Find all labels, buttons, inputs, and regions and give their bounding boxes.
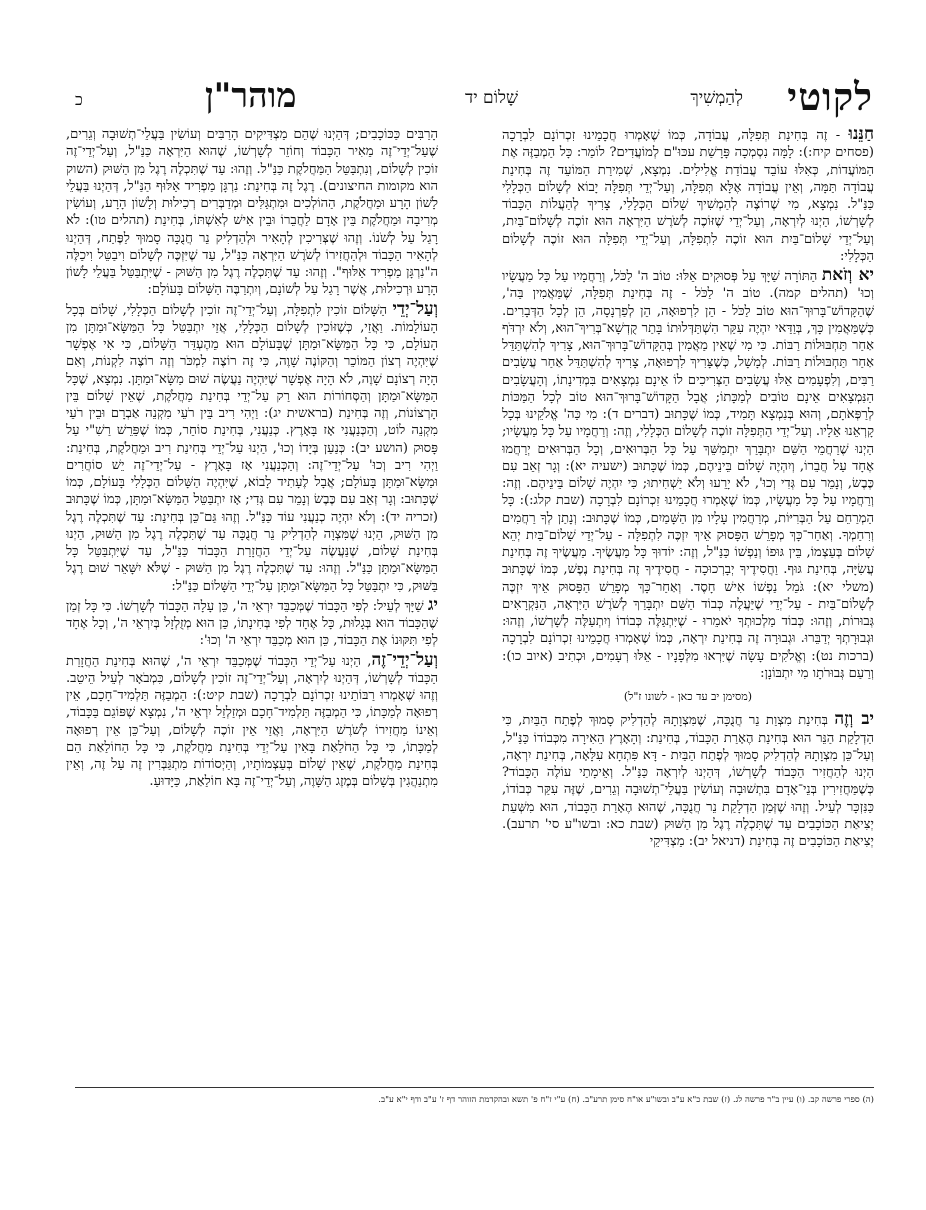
paragraph-text: בְּחִינַת מִצְוַת נֵר חֲנֻכָּה, שֶׁמִּצְוָתָהּ לְהַדְלִיק סָמוּךְ לְפֶתַח הַבַּיִת, כִּי הַדְלָקַת הַנֵּר הוּא בְּחִינַת הֶאָרַת הַכָּבוֹד, בְּחִינַת: וְהָאָרֶץ הֵאִירָה מִכְּבוֹדוֹ כַּנַּ"ל, וְעַל־כֵּן מִצְוָתָהּ לְהַדְלִיק סָמוּךְ לְפֶתַח הַבַּיִת - דָּא פִּתְחָא עִלָּאָה, בְּחִינַת יִרְאָה, הַיְנוּ לְהַחֲזִיר הַכָּבוֹד לְשָׁרְשׁוֹ, דְּהַיְנוּ לְיִרְאָה כַּנַּ"ל. וְאֵימָתַי עוֹלֶה הַכָּבוֹד? כְּשֶׁמַּחֲזִירִין בְּנֵי־אָדָם בִּתְשׁוּבָה וְעוֹשִׂין בַּעֲלֵי־תְשׁוּבָה וְגֵרִים, שֶׁזֶּה עִקַּר כְּבוֹדוֹ, כַּנִּזְכָּר לְעֵיל. וְזֶהוּ שֶׁזְּמַן הַדְלָקַת נֵר חֲנֻכָּה, שֶׁהוּא הֶאָרַת הַכָּבוֹד, הוּא מִשְּׁעַת יְצִיאַת הַכּוֹכָבִים עַד שֶׁתִּכְלֶה רֶגֶל מִן הַשּׁוּק (שבת כא: ובשו"ע סי' תרעב). יְצִיאַת הַכּוֹכָבִים זֶה בְּחִינַת (דניאל יב): מַצְדִּיקֵי xyxy=(502,713,874,849)
paragraph-text: - זֶה בְּחִינַת תְּפִלָּה, עֲבוֹדָה, כְּמוֹ שֶׁאָמְרוּ חֲכָמֵינוּ זִכְרוֹנָם לִבְרָכָה (פסחים קיח:): לָמָּה נִסְמְכָה פָּרָשַׁת עכּוּ"ם לְמוֹעֲדִים? לוֹמַר: כָּל הַמְבַזֶּה אֶת הַמּוֹעֲדוֹת, כְּאִלּוּ עוֹבֵד עֲבוֹדַת אֱלִילִים. נִמְצָא, שְׁמִירַת הַמּוֹעֵד זֶה בְּחִינַת עֲבוֹדָה תַּמָּה, וְאֵין עֲבוֹדָה אֶלָּא תְּפִלָּה, וְעַל־יְדֵי תְּפִלָּה יָבוֹא לְשָׁלוֹם הַכְּלָלִי כַּנַּ"ל. נִמְצָא, מִי שֶׁרוֹצֶה לְהַמְשִׁיךְ שָׁלוֹם הַכְּלָלִי, צָרִיךְ לְהַעֲלוֹת הַכָּבוֹד לְשָׁרְשׁוֹ, הַיְנוּ לְיִרְאָה, וְעַל־יְדֵי שֶׁזּוֹכֶה לְשֹׁרֶשׁ הַיִּרְאָה הוּא זוֹכֶה לְשָׁלוֹם־בַּיִת, וְעַל־יְדֵי שָׁלוֹם־בַּיִת הוּא זוֹכֶה לִתְפִלָּה, וְעַל־יְדֵי תְּפִלָּה הוּא זוֹכֶה לְשָׁלוֹם הַכְּלָלִי: xyxy=(502,128,874,264)
paragraph-text: שַׁיָּךְ לְעֵיל: לְפִי הַכָּבוֹד שֶׁמְּכַבֵּד יִרְאֵי ה', כֵּן עָלָה הַכָּבוֹד לְשָׁרְשׁוֹ. כִּי כָּל זְמַן שֶׁהַכָּבוֹד הוּא בְּגָלוּת, כָּל אֶחָד לְפִי בְּחִינָתוֹ, כֵּן הוּא מְזֻלְזָל בְּיִרְאֵי ה', וְכָל אֶחָד לְפִי תִּקּוּנוֹ אֶת הַכָּבוֹד, כֵּן הוּא מְכַבֵּד יִרְאֵי ה' וְכוּ': xyxy=(66,598,438,649)
page-number: כ xyxy=(75,90,83,109)
paragraph xyxy=(502,688,874,705)
paragraph-lead-word: וְעַל־יְדֵי־זֶה xyxy=(371,649,438,670)
book-title-left: מוהר"ן xyxy=(205,76,297,116)
paragraph-lead-word: יג xyxy=(427,594,438,615)
paragraph xyxy=(502,126,874,265)
book-title-right: לקוטי xyxy=(787,74,873,119)
paragraph-lead-word: יא וְזֹאת xyxy=(821,265,874,285)
paragraph xyxy=(66,126,438,299)
paragraph xyxy=(66,594,438,650)
running-header xyxy=(75,74,873,122)
paragraph-text: הַתּוֹרָה שַׁיָּךְ עַל פְּסוּקִים אֵלּוּ: טוֹב ה' לַכֹּל, וְרַחֲמָיו עַל כָּל מַעֲשָׂיו וְכוּ' (תהלים קמה). טוֹב ה' לַכֹּל - זֶה בְּחִינַת תְּפִלָּה, שֶׁמַּאֲמִין בַּה', שֶׁהַקָּדוֹשׁ־בָּרוּךְ־הוּא טוֹב לַכֹּל - הֵן לִרְפוּאָה, הֵן לְפַרְנָסָה, הֵן לְכָל הַדְּבָרִים. כְּשֶׁמַּאֲמִין כָּךְ, בְּוַדַּאי יִהְיֶה עִקַּר הִשְׁתַּדְּלוּתוֹ בָּתַר קֻדְשָׁא־בְּרִיךְ־הוּא, וְלֹא יִרְדֹּף אַחַר תַּחְבּוּלוֹת רַבּוֹת. כִּי מִי שֶׁאֵין מַאֲמִין בְּהַקָּדוֹשׁ־בָּרוּךְ־הוּא, צָרִיךְ לְהִשְׁתַּדֵּל אַחַר תַּחְבּוּלוֹת רַבּוֹת. לְמָשָׁל, כְּשֶׁצָּרִיךְ לִרְפוּאָה, צָרִיךְ לְהִשְׁתַּדֵּל אַחַר עֲשָׂבִים רַבִּים, וְלִפְעָמִים אֵלּוּ עֲשָׂבִים הַצְּרִיכִים לוֹ אֵינָם נִמְצָאִים בִּמְדִינָתוֹ, וְהָעֲשָׂבִים הַנִּמְצָאִים אֵינָם טוֹבִים לְמַכָּתוֹ; אֲבָל הַקָּדוֹשׁ־בָּרוּךְ־הוּא טוֹב לְכָל הַמַּכּוֹת לְרַפְּאֹתָם, וְהוּא בְּנִמְצָא תָּמִיד, כְּמוֹ שֶׁכָּתוּב (דברים ד): מִי כַּה' אֱלֹקֵינוּ בְּכָל קָרְאֵנוּ אֵלָיו. וְעַל־יְדֵי הַתְּפִלָּה זוֹכֶה לְשָׁלוֹם הַכְּלָלִי, וְזֶה: וְרַחֲמָיו עַל כָּל מַעֲשָׂיו; הַיְנוּ שֶׁרַחֲמֵי הַשֵּׁם יִתְבָּרַךְ יִתְמַשֵּׁךְ עַל כָּל הַבְּרוּאִים, וְכָל הַבְּרוּאִים יְרַחֲמוּ אֶחָד עַל חֲבֵרוֹ, וְיִהְיֶה שָׁלוֹם בֵּינֵיהֶם, כְּמוֹ שֶׁכָּתוּב (ישעיה יא): וְגָר זְאֵב עִם כֶּבֶשׂ, וְנָמֵר עִם גְּדִי וְכוּ', לֹא יָרֵעוּ וְלֹא יַשְׁחִיתוּ; כִּי יִהְיֶה שָׁלוֹם בֵּינֵיהֶם. וְזֶה: וְרַחֲמָיו עַל כָּל מַעֲשָׂיו, כְּמוֹ שֶׁאָמְרוּ חֲכָמֵינוּ זִכְרוֹנָם לִבְרָכָה (שבת קלג:): כָּל הַמְרַחֵם עַל הַבְּרִיּוֹת, מְרַחֲמִין עָלָיו מִן הַשָּׁמַיִם, כְּמוֹ שֶׁכָּתוּב: וְנָתַן לְךָ רַחֲמִים וְרִחַמְךָ. וְאַחַר־כָּךְ מְפָרֵשׁ הַפָּסוּק אֵיךְ יִזְכֶּה לִתְפִלָּה - עַל־יְדֵי שָׁלוֹם־בַּיִת יְהֵא שָׁלוֹם בְּעַצְמוֹ, בֵּין גּוּפוֹ וְנַפְשׁוֹ כַּנַּ"ל, וְזֶה: יוֹדוּךָ כָּל מַעֲשֶׂיךָ. מַעֲשֶׂיךָ זֶה בְּחִינַת עֲשִׂיָּה, בְּחִינַת גּוּף. וַחֲסִידֶיךָ יְבָרְכוּכָה - חֲסִידֶיךָ זֶה בְּחִינַת נֶפֶשׁ, כְּמוֹ שֶׁכָּתוּב (משלי יא): גֹּמֵל נַפְשׁוֹ אִישׁ חָסֶד. וְאַחַר־כָּךְ מְפָרֵשׁ הַפָּסוּק אֵיךְ יִזְכֶּה לְשָׁלוֹם־בַּיִת - עַל־יְדֵי שֶׁיַּעֲלֶה כְּבוֹד הַשֵּׁם יִתְבָּרַךְ לְשֹׁרֶשׁ הַיִּרְאָה, הַנִּקְרָאִים גְּבוּרוֹת, וְזֶהוּ: כְּבוֹד מַלְכוּתְךָ יֹאמֵרוּ - שֶׁיִּתְגַּלֶּה כְּבוֹדוֹ וְיִתְעַלֶּה לְשָׁרְשׁוֹ, וְזֶהוּ: וּגְבוּרָתְךָ יְדַבֵּרוּ. וּגְבוּרָה זֶה בְּחִינַת יִרְאָה, כְּמוֹ שֶׁאָמְרוּ חֲכָמֵינוּ זִכְרוֹנָם לִבְרָכָה (ברכות נט): וְאֱלֹקִים עָשָׂה שֶׁיִּרְאוּ מִלְּפָנָיו - אֵלּוּ רְעָמִים, וּכְתִיב (איוב כו): וְרַעַם גְּבוּרֹתָו מִי יִתְבּוֹנָן: xyxy=(502,269,874,681)
footnotes: (ה) ספרי פרשה קב. (ו) עיין ב"ר פרשה לג. (ז) שבת כ"א ע"ב ובשו"ע או"ח סימן תרע"ב. (ח) ע"י ז"ח פ' תשא ובהקדמת הזוהר דף ז' ע"ב ודף י"א ע"ב. xyxy=(378,1095,874,1105)
left-text-column xyxy=(66,126,438,1081)
paragraph-text: (מסימן יב עד כאן - לשונו ז"ל) xyxy=(623,690,753,703)
paragraph-text: , הַיְנוּ עַל־יְדֵי הַכָּבוֹד שֶׁמְּכַבֵּד יִרְאֵי ה', שֶׁהוּא בְּחִינַת הַחֲזָרַת הַכָּבוֹד לְשָׁרְשׁוֹ, דְּהַיְנוּ לְיִרְאָה, וְעַל־יְדֵי־זֶה זוֹכִין לְשָׁלוֹם, כִּמְבֹאָר לְעֵיל הֵיטֵב. וְזֶהוּ שֶׁאָמְרוּ רַבּוֹתֵינוּ זִכְרוֹנָם לִבְרָכָה (שבת קיט:): הַמְבַזֶּה תַּלְמִיד־חָכָם, אֵין רְפוּאָה לְמַכָּתוֹ, כִּי הַמְבַזֶּה תַּלְמִיד־חָכָם וּמְזַלְזֵל יִרְאֵי ה', נִמְצָא שֶׁפּוֹגֵם בַּכָּבוֹד, וְאֵינוֹ מַחֲזִירוֹ לְשֹׁרֶשׁ הַיִּרְאָה, וַאֲזַי אֵין זוֹכֶה לְשָׁלוֹם, וְעַל־כֵּן אֵין רְפוּאָה לְמַכָּתוֹ, כִּי כָּל הַחֹלַאַת בָּאִין עַל־יְדֵי בְּחִינַת מַחֲלֹקֶת, כִּי כָּל הַחוֹלַאַת הֵם בְּחִינַת מַחֲלֹקֶת, שֶׁאֵין שָׁלוֹם בְּעַצְמוֹתָיו, וְהַיְסוֹדוֹת מִתְגַּבְּרִין זֶה עַל זֶה, וְאֵין מִתְנַהֲגִין בְּשָׁלוֹם בְּמֶזֶג הַשָּׁוֶה, וְעַל־יְדֵי־זֶה בָּא חוֹלַאַת, כַּיָּדוּעַ. xyxy=(66,653,438,790)
section-subtitle-2: שָׁלוֹם יד xyxy=(465,88,518,108)
paragraph-lead-word: חַנֵּנוּ xyxy=(848,126,874,144)
paragraph-text: הָרַבִּים כַּכּוֹכָבִים; דְּהַיְנוּ שֶׁהֵם מַצְדִּיקִים הָרַבִּים וְעוֹשִׂין בַּעֲלֵי־תְשׁוּבָה וְגֵרִים, שֶׁעַל־יְדֵי־זֶה מֵאִיר הַכָּבוֹד וְחוֹזֵר לְשָׁרְשׁוֹ, שֶׁהוּא הַיִּרְאָה כַּנַּ"ל, וְעַל־יְדֵי־זֶה זוֹכִין לְשָׁלוֹם, וְנִתְבַּטֵּל הַמַּחֲלֹקֶת כַּנַּ"ל. וְזֶהוּ: עַד שֶׁתִּכְלֶה רֶגֶל מִן הַשּׁוּק (השוק הוא מקומות החיצונים). רֶגֶל זֶה בְּחִינַת: נִרְגָּן מַפְרִיד אַלּוּף הַנַּ"ל, דְּהַיְנוּ בַּעֲלֵי לָשׁוֹן הָרָע וּמַחֲלֹקֶת, הַהוֹלְכִים וּמִתְגַּלִּים וּמְדַבְּרִים רְכִילוּת וְלָשׁוֹן הָרָע, וְעוֹשִׂין מְרִיבָה וּמַחֲלֹקֶת בֵּין אָדָם לַחֲבֵרוֹ וּבֵין אִישׁ לְאִשְׁתּוֹ, בְּחִינַת (תהלים טו): לֹא רָגַל עַל לְשֹׁנוֹ. וְזֶהוּ שֶׁצְּרִיכִין לְהָאִיר וּלְהַדְלִיק נֵר חֲנֻכָּה סָמוּךְ לַפֶּתַח, דְּהַיְנוּ לְהָאִיר הַכָּבוֹד וּלְהַחֲזִירוֹ לְשֹׁרֶשׁ הַיִּרְאָה כַּנַּ"ל, עַד שֶׁיִּזְכֶּה לְשָׁלוֹם וִיבַטֵּל וִיכַלֶּה ה"נִרְגָּן מַפְרִיד אַלּוּף". וְזֶהוּ: עַד שֶׁתִּכְלֶה רֶגֶל מִן הַשּׁוּק - שֶׁיִּתְבַּטֵּל בַּעֲלֵי לָשׁוֹן הָרָע וּרְכִילוּת, אֲשֶׁר רָגַל עַל לְשׁוֹנָם, וְיִתְרַבֶּה הַשָּׁלוֹם בָּעוֹלָם: xyxy=(66,127,438,298)
footnote-divider xyxy=(75,1087,874,1088)
section-subtitle: לְהַמְשִׁיךְ xyxy=(690,88,743,108)
paragraph xyxy=(66,649,438,791)
paragraph-text: הַשָּׁלוֹם זוֹכִין לִתְפִלָּה, וְעַל־יְדֵי־זֶה זוֹכִין לְשָׁלוֹם הַכְּלָלִי, שָׁלוֹם בְּכָל הָעוֹלָמוֹת. וַאֲזַי, כְּשֶׁזּוֹכִין לְשָׁלוֹם הַכְּלָלִי, אֲזַי יִתְבַּטֵּל כָּל הַמַּשָּׂא־וּמַתָּן מִן הָעוֹלָם, כִּי כָּל הַמַּשָּׂא־וּמַתָּן שֶׁבָּעוֹלָם הוּא מֵהֶעְדֵּר הַשָּׁלוֹם, כִּי אִי אֶפְשָׁר שֶׁיִּהְיֶה רְצוֹן הַמּוֹכֵר וְהַקּוֹנֶה שָׁוֶה, כִּי זֶה רוֹצֶה לִמְכֹּר וְזֶה רוֹצֶה לִקְנוֹת, וְאִם הָיָה רְצוֹנָם שָׁוֶה, לֹא הָיָה אֶפְשָׁר שֶׁיִּהְיֶה נַעֲשֶׂה שׁוּם מַשָּׂא־וּמַתָּן. נִמְצָא, שֶׁכָּל הַמַּשָּׂא־וּמַתָּן וְהַסְּחוֹרוֹת הוּא רַק עַל־יְדֵי בְּחִינַת מַחֲלֹקֶת, שֶׁאֵין שָׁלוֹם בֵּין הָרְצוֹנוֹת, וְזֶה בְּחִינַת (בראשית יג): וַיְהִי רִיב בֵּין רֹעֵי מִקְנֵה אַבְרָם וּבֵין רֹעֵי מִקְנֵה לוֹט, וְהַכְּנַעֲנִי אָז בָּאָרֶץ. כְּנַעֲנִי, בְּחִינַת סוֹחֵר, כְּמוֹ שֶׁפֵּרֵשׁ רַשִׁ"י עַל פָּסוּק (הושע יב): כְּנַעַן בְּיָדוֹ וְכוּ', הַיְנוּ עַל־יְדֵי בְּחִינַת רִיב וּמַחֲלֹקֶת, בְּחִינַת: וַיְהִי רִיב וְכוּ' עַל־יְדֵי־זֶה: וְהַכְּנַעֲנִי אָז בָּאָרֶץ - עַל־יְדֵי־זֶה יֵשׁ סוֹחֲרִים וּמַשָּׂא־וּמַתָּן בָּעוֹלָם; אֲבָל לֶעָתִיד לָבוֹא, שֶׁיִּהְיֶה הַשָּׁלוֹם הַכְּלָלִי בָּעוֹלָם, כְּמוֹ שֶׁכָּתוּב: וְגָר זְאֵב עִם כֶּבֶשׂ וְנָמֵר עִם גְּדִי; אָז יִתְבַּטֵּל הַמַּשָּׂא־וּמַתָּן, כְּמוֹ שֶׁכָּתוּב (זכריה יד): וְלֹא יִהְיֶה כְנַעֲנִי עוֹד כַּנַּ"ל. וְזֶהוּ גַּם־כֵּן בְּחִינַת: עַד שֶׁתִּכְלֶה רֶגֶל מִן הַשּׁוּק, הַיְנוּ שֶׁמִּצְוָה לְהַדְלִיק נֵר חֲנֻכָּה עַד שֶׁתִּכְלֶה רֶגֶל מִן הַשּׁוּק, הַיְנוּ בְּחִינַת שָׁלוֹם, שֶׁנַּעֲשֶׂה עַל־יְדֵי הַחֲזָרַת הַכָּבוֹד כַּנַּ"ל, עַד שֶׁיִּתְבַּטֵּל כָּל הַמַּשָּׂא־וּמַתָּן כַּנַּ"ל. וְזֶהוּ: עַד שֶׁתִּכְלֶה רֶגֶל מִן הַשּׁוּק - שֶׁלֹּא יִשָּׁאֵר שׁוּם רֶגֶל בַּשּׁוּק, כִּי יִתְבַּטֵּל כָּל הַמַּשָּׂא־וּמַתָּן עַל־יְדֵי הַשָּׁלוֹם כַּנַּ"ל: xyxy=(66,302,438,594)
paragraph xyxy=(502,267,874,682)
paragraph xyxy=(66,298,438,595)
right-text-column xyxy=(502,126,874,1081)
paragraph xyxy=(502,711,874,850)
paragraph-lead-word: יב וְזֶה xyxy=(834,709,874,730)
paragraph-lead-word: וְעַל־יְדֵי xyxy=(392,298,438,319)
